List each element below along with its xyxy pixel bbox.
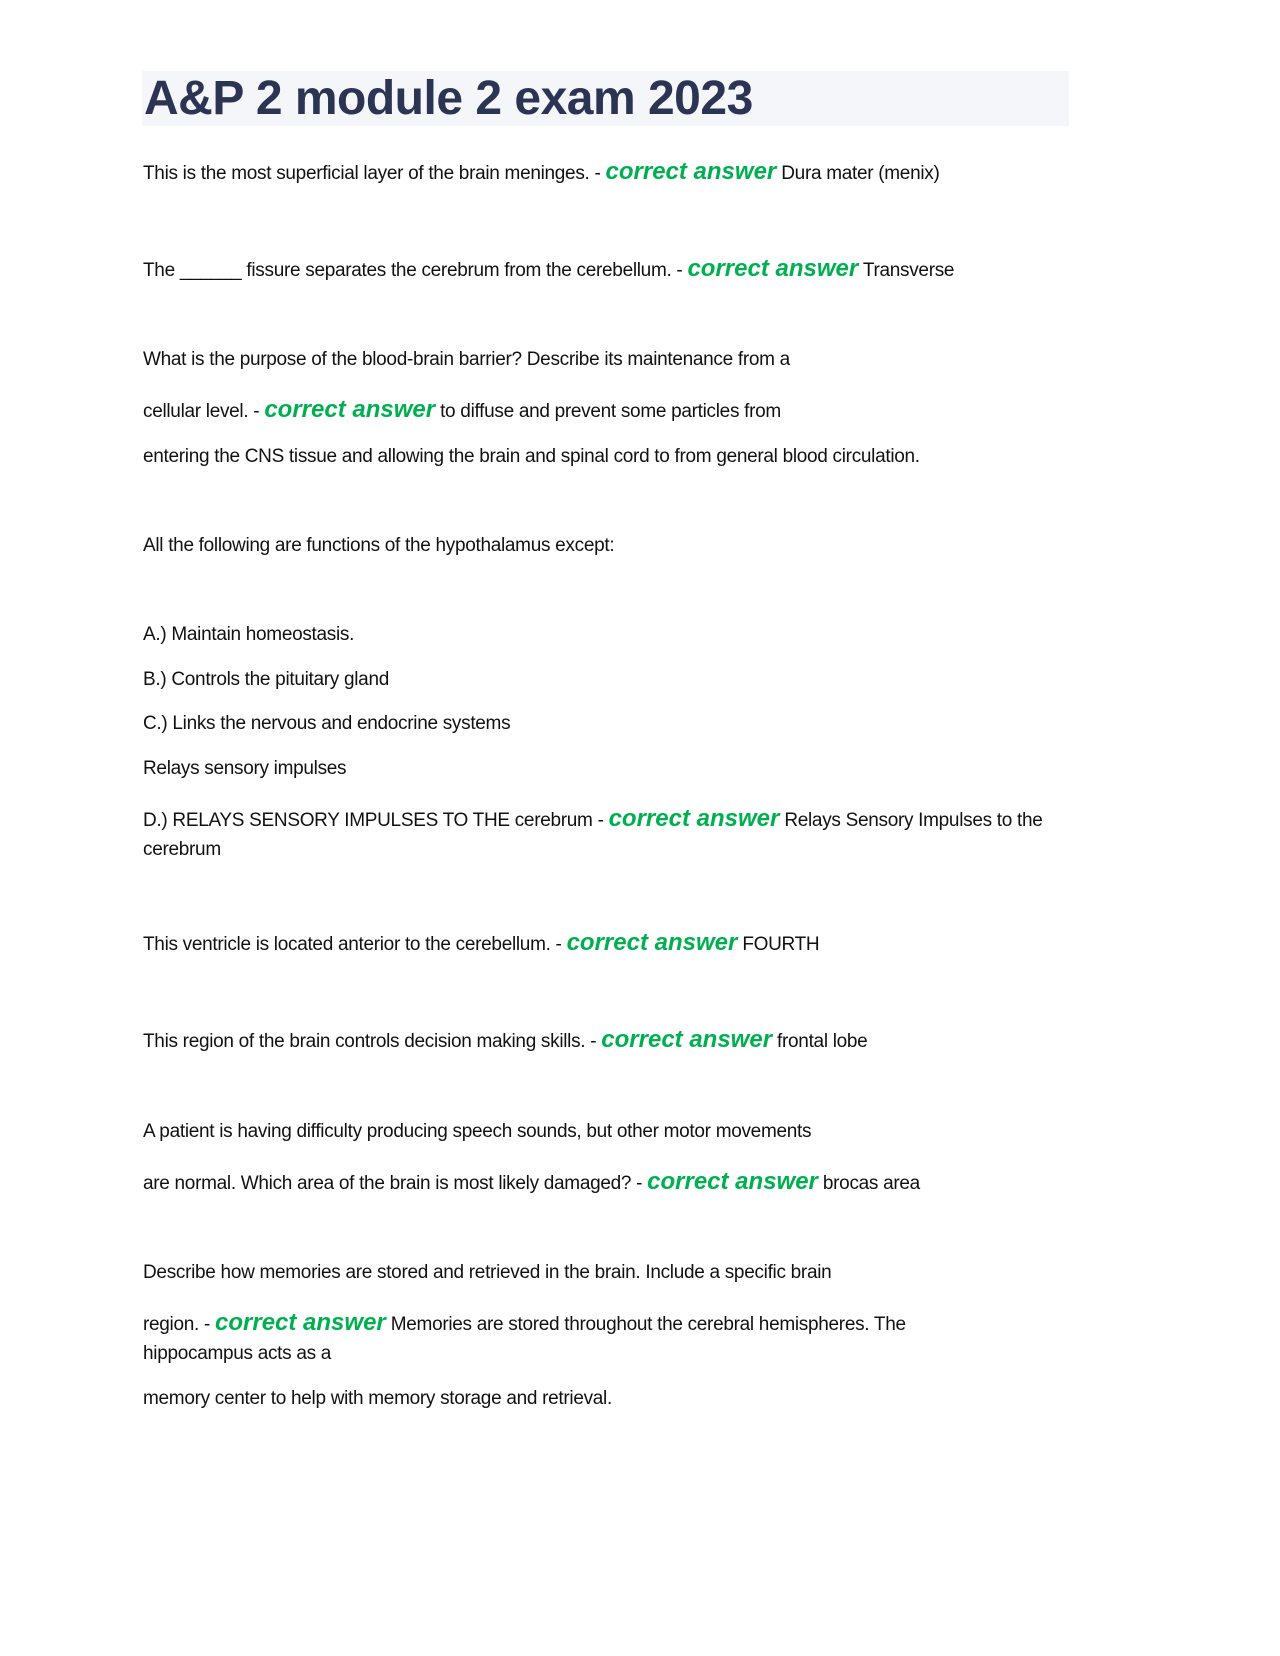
answer: entering the CNS tissue and allowing the brain and spinal cord to from general blood circulation.	[143, 446, 920, 467]
question: are normal. Which area of the brain is most likely damaged? -	[143, 1173, 643, 1194]
correct-answer-label: correct answer	[605, 158, 777, 185]
correct-answer-label: correct answer	[566, 929, 738, 956]
question: This is the most superficial layer of the brain meninges. -	[143, 163, 601, 184]
qa-1	[143, 159, 940, 187]
option: D.) RELAYS SENSORY IMPULSES TO THE cerebrum -	[143, 810, 604, 831]
question: cellular level. -	[143, 401, 260, 422]
option: B.) Controls the pituitary gland	[143, 669, 389, 690]
correct-answer-label: correct answer	[601, 1026, 773, 1053]
answer: frontal lobe	[777, 1031, 868, 1052]
qa-3	[143, 397, 781, 425]
answer: Transverse	[862, 260, 955, 281]
question: This region of the brain controls decision making skills. -	[143, 1031, 597, 1052]
option: C.) Links the nervous and endocrine systems	[143, 713, 511, 734]
option: A.) Maintain homeostasis.	[143, 624, 355, 645]
correct-answer-label: correct answer	[687, 255, 859, 282]
qa-8	[143, 1310, 906, 1338]
answer: Relays Sensory Impulses to the	[784, 810, 1043, 831]
answer: hippocampus acts as a	[143, 1343, 332, 1364]
correct-answer-label: correct answer	[215, 1309, 386, 1336]
correct-answer-label: correct answer	[264, 396, 436, 423]
option: Relays sensory impulses	[143, 758, 347, 779]
answer: Dura mater (menix)	[781, 163, 940, 184]
question: The ______ fissure separates the cerebrum from the cerebellum. -	[143, 260, 683, 281]
title-banner	[142, 71, 1069, 126]
answer: cerebrum	[143, 839, 221, 860]
correct-answer-label: correct answer	[608, 805, 780, 832]
question: region. -	[143, 1314, 211, 1335]
qa-6	[143, 1027, 867, 1055]
qa-5	[143, 930, 819, 958]
question: What is the purpose of the blood-brain barrier? Describe its maintenance from a	[143, 349, 790, 370]
answer: FOURTH	[742, 934, 820, 955]
question: This ventricle is located anterior to the cerebellum. -	[143, 934, 562, 955]
question: All the following are functions of the hypothalamus except:	[143, 535, 615, 556]
correct-answer-label: correct answer	[647, 1168, 818, 1195]
question: Describe how memories are stored and retrieved in the brain. Include a specific brain	[143, 1262, 832, 1283]
qa-7	[143, 1169, 920, 1197]
answer: memory center to help with memory storage and retrieval.	[143, 1388, 612, 1409]
question: A patient is having difficulty producing speech sounds, but other motor movements	[143, 1121, 812, 1142]
qa-2	[143, 256, 954, 284]
answer: to diffuse and prevent some particles from	[440, 401, 781, 422]
page-title: A&P 2 module 2 exam 2023	[144, 72, 753, 125]
answer: brocas area	[822, 1173, 920, 1194]
qa-4	[143, 806, 1043, 834]
answer: Memories are stored throughout the cerebral hemispheres. The	[390, 1314, 906, 1335]
